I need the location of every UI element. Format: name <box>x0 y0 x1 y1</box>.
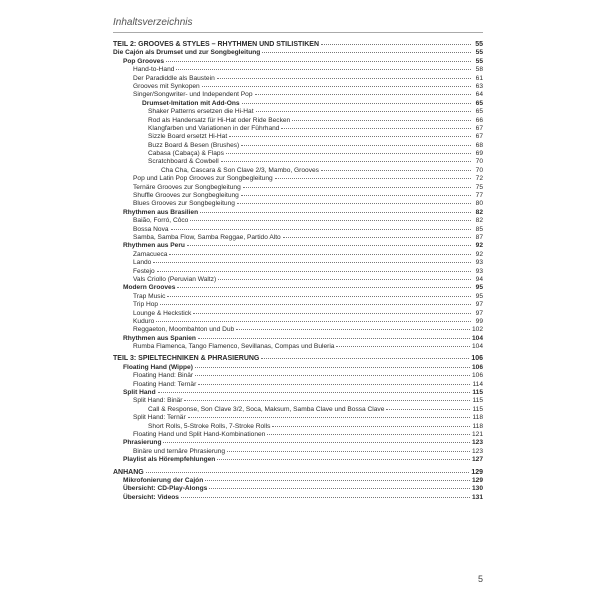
toc-entry-page: 121 <box>471 430 483 438</box>
toc-entry-title: Rhythmen aus Peru <box>123 242 185 250</box>
toc-entry-title: Call & Response, Son Clave 3/2, Soca, Maksum, Samba Clave und Bossa Clave <box>148 405 385 413</box>
dot-leader <box>157 271 471 272</box>
dot-leader <box>200 212 471 213</box>
toc-entry-title: Blues Grooves zur Songbegleitung <box>133 200 235 208</box>
toc-entry-title: Scratchboard & Cowbell <box>148 158 219 166</box>
dot-leader <box>177 287 471 288</box>
toc-entry-page: 63 <box>475 82 483 90</box>
toc-entry[interactable] <box>113 397 483 405</box>
toc-entry[interactable] <box>113 414 483 422</box>
page-number: 5 <box>478 574 484 584</box>
toc-entry[interactable] <box>113 200 483 208</box>
toc-entry-page: 66 <box>475 116 483 124</box>
toc-entry[interactable] <box>113 268 483 276</box>
toc-entry-title: Singer/Songwriter- und Independent Pop <box>133 91 253 99</box>
dot-leader <box>188 417 471 418</box>
toc-entry-page: 97 <box>475 309 483 317</box>
toc-entry-page: 67 <box>475 124 483 132</box>
toc-entry[interactable] <box>113 184 483 192</box>
dot-leader <box>217 78 471 79</box>
toc-entry-page: 85 <box>475 225 483 233</box>
toc-entry[interactable] <box>113 284 483 292</box>
toc-entry-page: 115 <box>472 397 483 405</box>
toc-entry[interactable] <box>113 276 483 284</box>
toc-entry-title: Floating Hand: Ternär <box>133 380 197 388</box>
dot-leader <box>241 195 471 196</box>
toc-entry[interactable] <box>113 100 483 108</box>
toc-entry[interactable] <box>113 318 483 326</box>
toc-entry-title: Der Paradiddle als Baustein <box>133 74 215 82</box>
dot-leader <box>321 170 471 171</box>
toc-entry-page: 104 <box>471 343 483 351</box>
toc-entry-title: Reggaeton, Moombahton und Dub <box>133 326 235 334</box>
toc-entry-page: 129 <box>471 476 483 484</box>
toc-entry-title: Modern Grooves <box>123 284 176 292</box>
table-of-contents <box>113 41 483 502</box>
toc-entry[interactable] <box>113 326 483 334</box>
dot-leader <box>198 384 470 385</box>
dot-leader <box>209 488 470 489</box>
toc-entry-page: 130 <box>471 485 483 493</box>
dot-leader <box>184 400 470 401</box>
toc-entry-title: Buzz Board & Besen (Brushes) <box>148 141 240 149</box>
toc-entry[interactable] <box>113 423 483 431</box>
toc-entry[interactable] <box>113 343 483 351</box>
toc-entry-page: 102 <box>471 326 483 334</box>
toc-entry[interactable] <box>113 389 483 397</box>
toc-entry-page: 95 <box>475 284 483 292</box>
toc-entry-page: 80 <box>475 200 483 208</box>
dot-leader <box>226 153 471 154</box>
toc-entry-page: 55 <box>475 57 483 65</box>
dot-leader <box>198 338 470 339</box>
dot-leader <box>283 237 471 238</box>
toc-entry[interactable] <box>113 108 483 116</box>
toc-entry[interactable] <box>113 125 483 133</box>
toc-entry[interactable] <box>113 175 483 183</box>
toc-entry-page: 72 <box>475 175 483 183</box>
toc-entry-page: 65 <box>475 108 483 116</box>
toc-entry[interactable] <box>113 355 483 363</box>
toc-entry-title: TEIL 2: GROOVES & STYLES – RHYTHMEN UND STILISTIKEN <box>113 41 320 48</box>
toc-entry[interactable] <box>113 117 483 125</box>
dot-leader <box>190 220 471 221</box>
toc-entry-page: 129 <box>471 468 483 476</box>
dot-leader <box>163 442 470 443</box>
dot-leader <box>156 321 471 322</box>
dot-leader <box>181 497 470 498</box>
toc-entry-page: 67 <box>475 133 483 141</box>
dot-leader <box>321 44 471 45</box>
toc-entry-title: Split Hand: Binär <box>133 397 183 405</box>
dot-leader <box>255 94 471 95</box>
toc-entry[interactable] <box>113 439 483 447</box>
toc-entry[interactable] <box>113 242 483 250</box>
toc-entry[interactable] <box>113 293 483 301</box>
toc-entry[interactable] <box>113 364 483 372</box>
toc-entry[interactable] <box>113 150 483 158</box>
dot-leader <box>187 245 471 246</box>
toc-entry-page: 58 <box>475 66 483 74</box>
toc-entry-title: Zamacueca <box>133 250 168 258</box>
toc-entry[interactable] <box>113 58 483 66</box>
dot-leader <box>195 367 470 368</box>
dot-leader <box>158 392 471 393</box>
dot-leader <box>171 229 471 230</box>
toc-entry[interactable] <box>113 226 483 234</box>
toc-entry-title: Lando <box>133 259 152 267</box>
toc-entry-title: TEIL 3: SPIELTECHNIKEN & PHRASIERUNG <box>113 355 260 363</box>
toc-entry-page: 92 <box>475 242 483 250</box>
dot-leader <box>242 103 471 104</box>
toc-entry-page: 95 <box>475 292 483 300</box>
toc-entry-title: Übersicht: Videos <box>123 493 179 501</box>
toc-entry-title: Binäre und ternäre Phrasierung <box>133 447 226 455</box>
toc-entry-title: Cha Cha, Cascara & Son Clave 2/3, Mambo, Grooves <box>161 166 319 174</box>
toc-entry-title: Drumset-Imitation mit Add-Ons <box>142 99 240 107</box>
toc-entry[interactable] <box>113 301 483 309</box>
toc-entry-page: 106 <box>471 355 483 363</box>
toc-entry[interactable] <box>113 372 483 380</box>
toc-entry-title: Pop und Latin Pop Grooves zur Songbegleitung <box>133 175 273 183</box>
dot-leader <box>292 120 471 121</box>
toc-entry[interactable] <box>113 448 483 456</box>
toc-entry[interactable] <box>113 406 483 414</box>
toc-entry-page: 94 <box>475 275 483 283</box>
dot-leader <box>236 329 470 330</box>
toc-entry[interactable] <box>113 66 483 74</box>
toc-entry-page: 115 <box>472 389 483 397</box>
toc-entry[interactable] <box>113 133 483 141</box>
toc-entry-title: Lounge & Heckstick <box>133 309 192 317</box>
toc-entry-title: Rumba Flamenca, Tango Flamenco, Sevillanas, Compas und Buleria <box>133 343 335 351</box>
toc-entry[interactable] <box>113 251 483 259</box>
toc-entry-page: 69 <box>475 150 483 158</box>
toc-entry-title: Shuffle Grooves zur Songbegleitung <box>133 192 239 200</box>
toc-entry-page: 97 <box>475 301 483 309</box>
toc-entry-title: Rod als Handersatz für Hi-Hat oder Ride Becken <box>148 116 291 124</box>
toc-entry-title: Klangfarben und Variationen in der Führhand <box>148 124 280 132</box>
toc-entry-title: Kuduro <box>133 317 155 325</box>
toc-entry-title: Floating Hand: Binär <box>133 372 194 380</box>
toc-entry-page: 123 <box>471 439 483 447</box>
toc-entry-title: Trap Music <box>133 292 166 300</box>
toc-entry-title: Vals Criollo (Peruvian Waltz) <box>133 275 217 283</box>
toc-entry[interactable] <box>113 456 483 464</box>
running-header: Inhaltsverzeichnis <box>113 17 193 28</box>
dot-leader <box>176 69 471 70</box>
toc-entry[interactable] <box>113 485 483 493</box>
toc-entry[interactable] <box>113 83 483 91</box>
toc-entry-title: Short Rolls, 5-Stroke Rolls, 7-Stroke Rolls <box>148 422 271 430</box>
toc-entry-page: 68 <box>475 141 483 149</box>
toc-entry-page: 118 <box>472 414 483 422</box>
toc-entry[interactable] <box>113 91 483 99</box>
toc-entry[interactable] <box>113 431 483 439</box>
toc-entry-page: 65 <box>475 99 483 107</box>
dot-leader <box>166 61 471 62</box>
dot-leader <box>221 161 471 162</box>
toc-entry[interactable] <box>113 259 483 267</box>
toc-entry-page: 106 <box>471 372 483 380</box>
toc-entry-page: 55 <box>475 41 483 48</box>
toc-entry-title: Trip Hop <box>133 301 159 309</box>
toc-entry-title: Rhythmen aus Spanien <box>123 334 196 342</box>
toc-entry-title: Grooves mit Synkopen <box>133 82 200 90</box>
dot-leader <box>217 459 470 460</box>
dot-leader <box>205 480 470 481</box>
toc-entry[interactable] <box>113 41 483 49</box>
toc-entry-page: 118 <box>472 422 483 430</box>
dot-leader <box>218 279 471 280</box>
toc-entry[interactable] <box>113 234 483 242</box>
toc-entry-title: Mikrofonierung der Cajón <box>123 476 204 484</box>
toc-entry-title: Shaker Patterns ersetzen die Hi-Hat <box>148 108 254 116</box>
dot-leader <box>241 145 471 146</box>
toc-entry-page: 99 <box>475 317 483 325</box>
toc-entry-page: 87 <box>475 233 483 241</box>
toc-entry-page: 55 <box>475 49 483 57</box>
toc-entry-title: Bossa Nova <box>133 225 169 233</box>
toc-entry[interactable] <box>113 75 483 83</box>
dot-leader <box>167 296 471 297</box>
dot-leader <box>261 358 469 359</box>
toc-entry-page: 93 <box>475 259 483 267</box>
toc-entry-title: Split Hand <box>123 389 156 397</box>
toc-entry[interactable] <box>113 49 483 57</box>
toc-entry-title: Samba, Samba Flow, Samba Reggae, Partido Alto <box>133 233 281 241</box>
toc-entry-title: Rhythmen aus Brasilien <box>123 208 199 216</box>
toc-entry-title: Floating Hand (Wippe) <box>123 363 193 371</box>
toc-entry-page: 82 <box>475 217 483 225</box>
toc-entry-title: Pop Grooves <box>123 57 165 65</box>
toc-entry-page: 75 <box>475 183 483 191</box>
toc-entry[interactable] <box>113 381 483 389</box>
dot-leader <box>281 128 471 129</box>
toc-entry-page: 93 <box>475 267 483 275</box>
toc-entry-title: Split Hand: Ternär <box>133 414 186 422</box>
toc-entry-page: 104 <box>471 334 483 342</box>
toc-entry-title: Hand-to-Hand <box>133 66 175 74</box>
toc-entry-page: 115 <box>472 405 483 413</box>
dot-leader <box>202 86 471 87</box>
toc-entry-page: 131 <box>471 493 483 501</box>
dot-leader <box>262 52 471 53</box>
toc-entry-page: 92 <box>475 250 483 258</box>
dot-leader <box>272 426 470 427</box>
toc-entry-title: ANHANG <box>113 468 144 476</box>
toc-entry[interactable] <box>113 310 483 318</box>
dot-leader <box>193 313 471 314</box>
toc-entry-title: Phrasierung <box>123 439 162 447</box>
dot-leader <box>195 375 470 376</box>
dot-leader <box>243 187 471 188</box>
toc-entry[interactable] <box>113 192 483 200</box>
dot-leader <box>336 346 470 347</box>
toc-entry-page: 70 <box>475 158 483 166</box>
dot-leader <box>267 434 470 435</box>
dot-leader <box>386 409 470 410</box>
toc-entry-page: 64 <box>475 91 483 99</box>
toc-entry-title: Baião, Forró, Côco <box>133 217 189 225</box>
dot-leader <box>146 472 470 473</box>
toc-entry[interactable] <box>113 217 483 225</box>
toc-entry[interactable] <box>113 167 483 175</box>
toc-entry[interactable] <box>113 209 483 217</box>
toc-entry[interactable] <box>113 142 483 150</box>
toc-entry-title: Ternäre Grooves zur Songbegleitung <box>133 183 241 191</box>
toc-entry-title: Sizzle Board ersetzt Hi-Hat <box>148 133 228 141</box>
toc-entry-page: 123 <box>471 447 483 455</box>
dot-leader <box>227 451 470 452</box>
toc-entry-title: Floating Hand und Split Hand-Kombinationen <box>133 430 266 438</box>
dot-leader <box>169 254 471 255</box>
dot-leader <box>237 203 471 204</box>
toc-entry-title: Cabasa (Cabaça) & Flaps <box>148 150 224 158</box>
toc-entry-page: 82 <box>475 208 483 216</box>
dot-leader <box>275 178 471 179</box>
toc-entry-title: Playlist als Hörempfehlungen <box>123 456 216 464</box>
toc-entry[interactable] <box>113 469 483 477</box>
toc-entry-title: Festejo <box>133 267 155 275</box>
dot-leader <box>256 111 471 112</box>
dot-leader <box>153 262 471 263</box>
dot-leader <box>229 136 471 137</box>
dot-leader <box>160 304 471 305</box>
toc-entry-page: 127 <box>471 456 483 464</box>
toc-entry[interactable] <box>113 335 483 343</box>
toc-entry-page: 106 <box>471 363 483 371</box>
toc-entry[interactable] <box>113 494 483 502</box>
toc-entry-page: 61 <box>475 74 483 82</box>
toc-entry[interactable] <box>113 158 483 166</box>
toc-entry-title: Die Cajón als Drumset und zur Songbegleitung <box>113 49 261 57</box>
header-divider <box>113 32 483 33</box>
toc-entry-page: 70 <box>475 166 483 174</box>
toc-entry-page: 77 <box>475 192 483 200</box>
toc-entry-page: 114 <box>472 380 483 388</box>
toc-entry-title: Übersicht: CD-Play-Alongs <box>123 485 208 493</box>
